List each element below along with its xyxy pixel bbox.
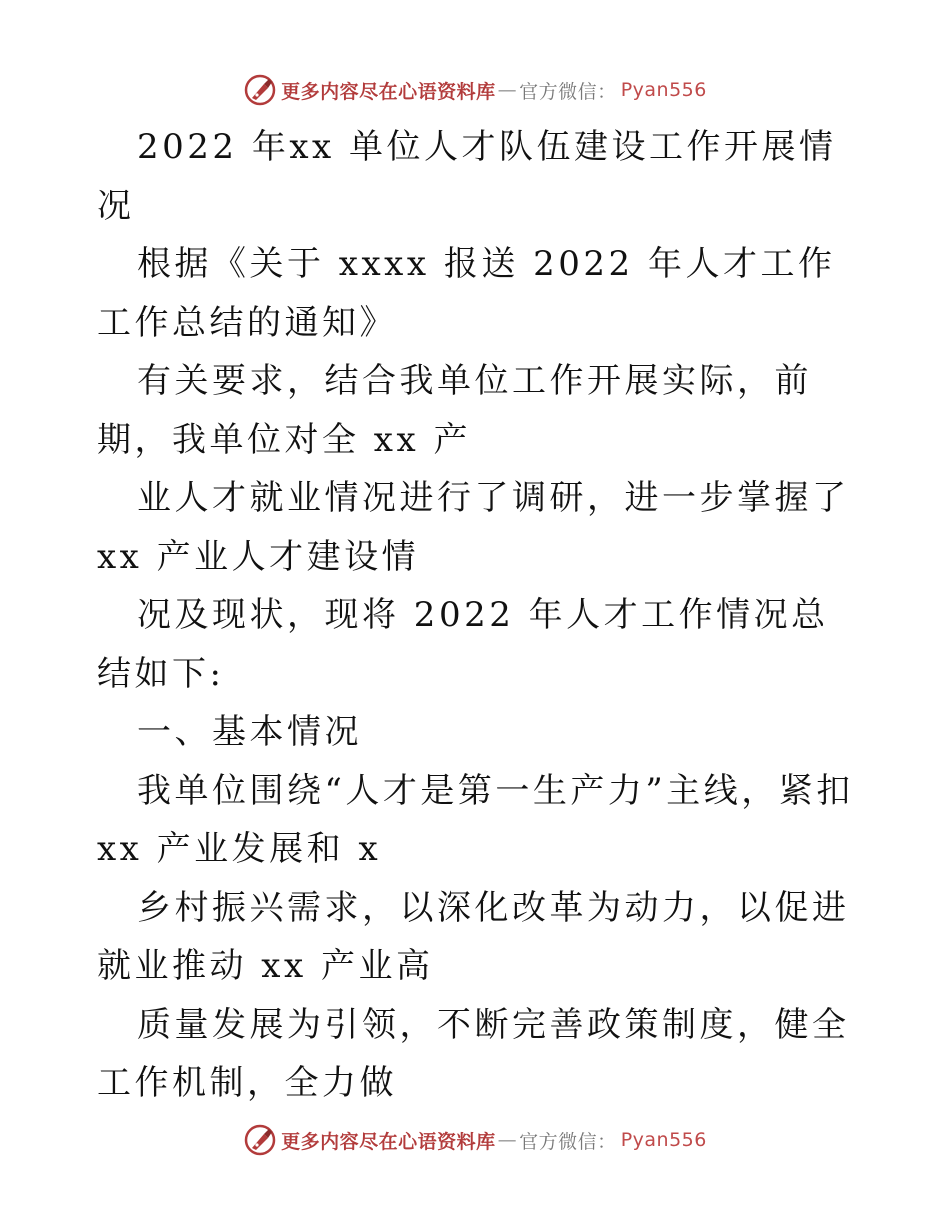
banner-contact-label: 官方微信： xyxy=(519,80,617,103)
footer-banner xyxy=(0,1120,950,1160)
document-title: 2022 年xx 单位人才队伍建设工作开展情况 xyxy=(97,127,837,226)
paragraph: 乡村振兴需求，以深化改革为动力，以促进就业推动 xx 产业高 xyxy=(97,887,850,986)
pen-nib-logo-icon xyxy=(243,1123,277,1157)
header-banner xyxy=(0,70,950,110)
banner-brand-text: 更多内容尽在心语资料库 xyxy=(281,80,496,103)
paragraph: 根据《关于 xxxx 报送 2022 年人才工作工作总结的通知》 xyxy=(97,244,836,343)
paragraph: 业人才就业情况进行了调研，进一步掌握了 xx 产业人才建设情 xyxy=(97,478,850,577)
banner-dash: — xyxy=(497,79,518,101)
banner-wechat-id: Pyan556 xyxy=(620,79,707,101)
paragraph: 质量发展为引领，不断完善政策制度，健全工作机制，全力做 xyxy=(97,1004,850,1103)
paragraph: 况及现状，现将 2022 年人才工作情况总结如下: xyxy=(97,595,829,694)
banner-brand-text: 更多内容尽在心语资料库 xyxy=(281,1130,496,1153)
banner-wechat-id: Pyan556 xyxy=(620,1129,707,1151)
pen-nib-logo-icon xyxy=(243,73,277,107)
paragraph: 我单位围绕“人才是第一生产力”主线，紧扣 xx 产业发展和 x xyxy=(97,770,854,869)
banner-contact-label: 官方微信： xyxy=(519,1130,617,1153)
paragraph: 有关要求，结合我单位工作开展实际，前期，我单位对全 xx 产 xyxy=(97,361,812,460)
banner-dash: — xyxy=(497,1129,518,1151)
document-body xyxy=(97,118,857,1113)
section-heading: 一、基本情况 xyxy=(137,712,362,752)
